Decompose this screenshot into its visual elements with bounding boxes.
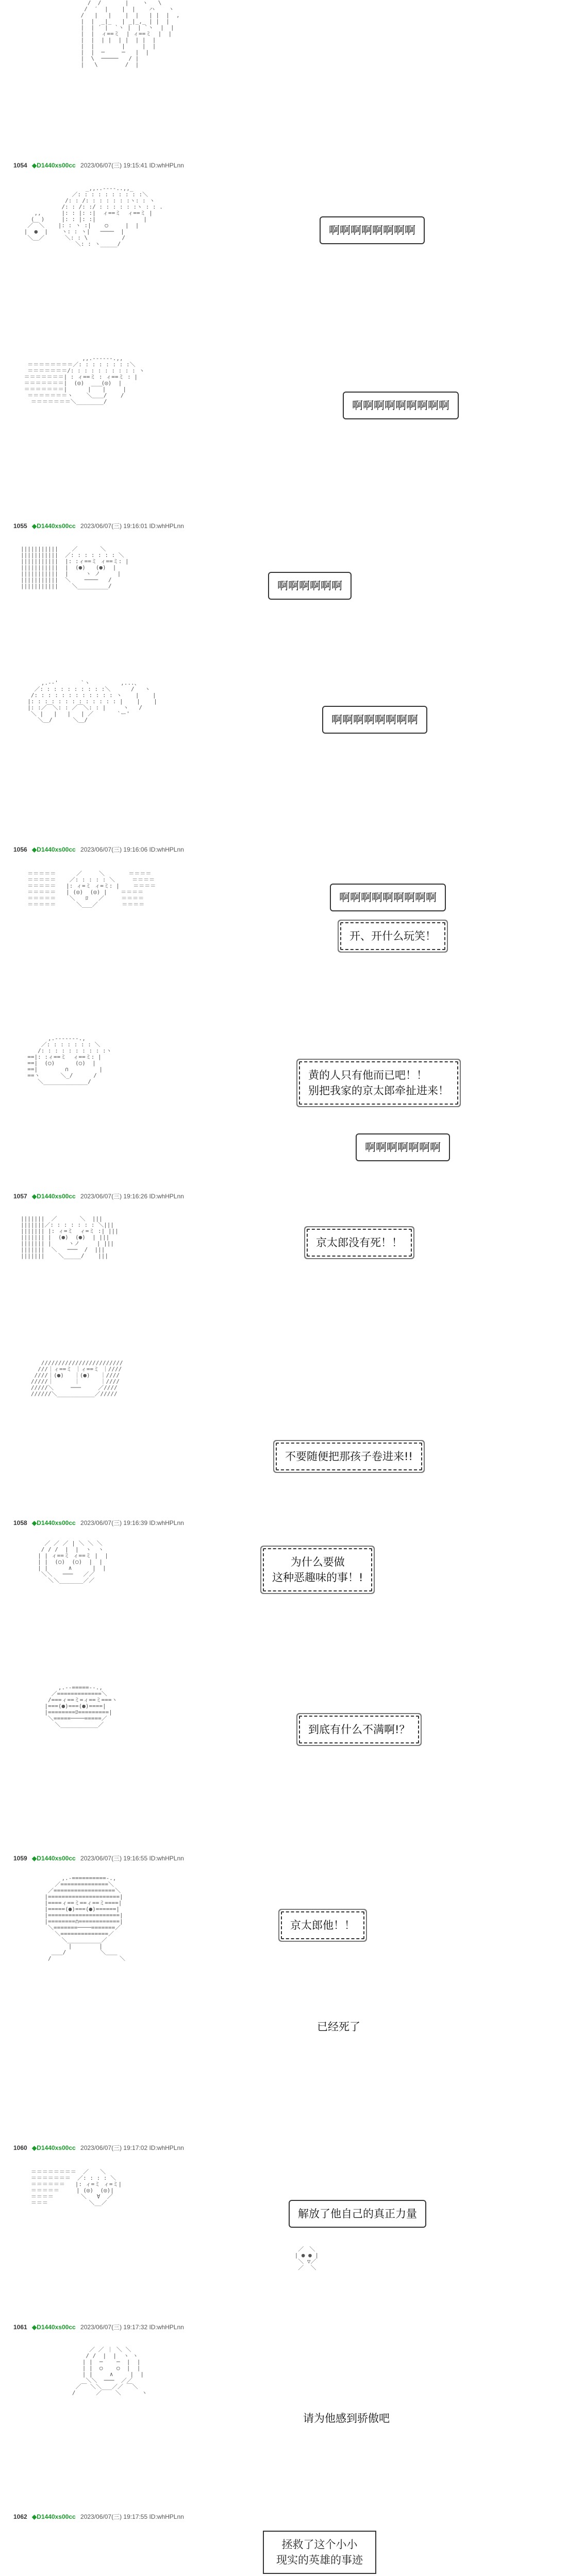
shout-bubble: 为什么要做 这种恶趣味的事！!	[263, 1548, 372, 1591]
post-header	[13, 2512, 184, 2521]
ascii-art-panel: _,,..-‐‐-..,,_ ／: : : : : : : : : :＼ /: : /: : : : : : :ヽ: : ヽ /: : /: :/ : : : : : :ヽ : : . ,, |: : |: :| ィ==ミ ィ==ミ | ( ) |: : |: :| | ／￣＼ |: : ヽ :| ○ | | | ● | ヽ: : ヽ| ──── | ＼＿／ ＼: : \ / ＼: : ヽ_____/	[24, 185, 163, 247]
post-header	[13, 1192, 184, 1200]
shout-bubble: 京太郎他！！	[281, 1911, 364, 1939]
post-meta: 2023/06/07(三) 19:17:02 ID:whHPLnn	[80, 2144, 184, 2151]
ascii-art-panel: ,.-==========-., ／==============＼ ／==================＼ |=====================| |====ィ==ミ==ィ==ミ====| |=====(●)===(●)======| |=====================| |========∩============| ＼=======────=======／ ＼==============／ ＼__________／ | | ＿＿/ ＼＿＿ / ＼	[44, 1875, 126, 1962]
ascii-art-panel: ,.-‐'￣￣￣￣`ヽ ,...、 ／: : : : : : : : : :＼ / ヽ /: : : : : : : : : : : : ヽ | | |: : : : : : : : : : : : : | | | |: :／￣＼: : ／￣＼: : | ヽ / ＼ | | | | ／ `ー' ＼＿/ ＼＿/	[27, 680, 157, 723]
post-header	[13, 2323, 184, 2331]
ascii-art-panel: ＝＝＝＝＝＝＝＝ ／￣￣＼ ＝＝＝＝＝＝＝ ／: : : : ＼ ＝＝＝＝＝＝ |: ィ=ミ ィ=ミ| ＝＝＝＝＝ | (◎) (◎)| ＝＝＝＝ ＼ ∀ ／ ＝＝＝ ＼__／	[30, 2169, 122, 2206]
ascii-art-panel: //////////////////////// ///｜ィ==ミ ｜ィ==ミ ｜//// ////｜(●) ｜(●) ｜//// /////｜ ｜ ｜//// /////＼ ─── ／//// //////＼___________／/////	[30, 1360, 123, 1397]
shout-bubble: 到底有什么不满啊!？	[299, 1716, 419, 1743]
ending-caption: 拯救了这个小小 现实的英雄的事迹	[263, 2531, 376, 2574]
poster-name[interactable]: ◆D1440xs00cc	[32, 522, 76, 530]
speech-bubble: 啊啊啊啊啊啊啊啊啊	[343, 392, 459, 419]
poster-name[interactable]: ◆D1440xs00cc	[32, 2144, 76, 2151]
post-meta: 2023/06/07(三) 19:17:55 ID:whHPLnn	[80, 2513, 184, 2520]
post-meta: 2023/06/07(三) 19:17:32 ID:whHPLnn	[80, 2324, 184, 2331]
post-header	[13, 521, 184, 530]
ascii-art-panel: ,.-‐=====‐-., ／=============＼ /===ィ==ミ=ィ==ミ===ヽ |===(●)===(●)====| |========ﾛ=========| ＼=====────=====／ ＼___________／	[44, 1685, 118, 1728]
ascii-art-panel: ||||||| ／￣￣￣￣＼ ||| |||||||／: : : : : : : ＼||| ||||||| |: ィ=ミ ィ=ミ :| ||| ||||||| | (●) (●) | ||| ||||||| | ヽノ | ||| ||||||| ＼ ─── / ||| ||||||| ＼_____/ |||	[21, 1216, 119, 1259]
poster-name[interactable]: ◆D1440xs00cc	[32, 1193, 76, 1200]
shout-bubble: 不要随便把那孩子卷进来!!	[276, 1443, 422, 1470]
post-number: 1060	[13, 2144, 27, 2151]
post-meta: 2023/06/07(三) 19:15:41 ID:whHPLnn	[80, 162, 184, 169]
post-header	[13, 1854, 184, 1862]
post-meta: 2023/06/07(三) 19:16:26 ID:whHPLnn	[80, 1193, 184, 1200]
post-meta: 2023/06/07(三) 19:16:39 ID:whHPLnn	[80, 1519, 184, 1527]
speech-bubble: 啊啊啊啊啊啊啊啊	[322, 706, 427, 734]
ascii-art-top: / / | ヽ \ / ′ | | | ハ ヽ / | | | | | | | , | | _|_ | _|_,_ | | | | | ´ | `ヽ | | `ヽ | | | | ィ==ミ | ィ==ミ | | | | | | | | | | | | | | | | | | ─ ─ | | | \ ───── / | | \ / |	[80, 0, 180, 68]
speech-bubble: 啊啊啊啊啊啊啊啊啊	[330, 884, 446, 911]
poster-name[interactable]: ◆D1440xs00cc	[32, 2324, 76, 2331]
shout-bubble: 开、开什么玩笑！	[340, 922, 445, 950]
speech-bubble: 啊啊啊啊啊啊	[268, 572, 352, 600]
poster-name[interactable]: ◆D1440xs00cc	[32, 846, 76, 853]
poster-name[interactable]: ◆D1440xs00cc	[32, 2513, 76, 2520]
shout-bubble: 京太郎没有死！！	[307, 1229, 412, 1257]
post-header	[13, 2143, 184, 2152]
ascii-art-panel: ,,.-‐‐‐‐-.,, ＝＝＝＝＝＝＝＝／: : : : : : : :＼ ＝＝＝＝＝＝＝/: : : : : : : : : : ヽ ＝＝＝＝＝＝＝| : ィ==ミ : ィ==ミ : | ＝＝＝＝＝＝＝| (◎) (◎) | ＝＝＝＝＝＝＝| |￣￣| | ＝＝＝＝＝＝＝ヽ ＼＿＿/ / ＝＝＝＝＝＝＝＼________/	[24, 355, 145, 405]
poster-name[interactable]: ◆D1440xs00cc	[32, 1855, 76, 1862]
post-meta: 2023/06/07(三) 19:16:06 ID:whHPLnn	[80, 846, 184, 853]
narration-text: 已经死了	[317, 2021, 360, 2033]
shout-bubble: 黄的人只有他而已吧！！ 别把我家的京太郎牵扯进来！	[299, 1061, 458, 1105]
ascii-art-panel: ／ ／ ｜ ＼ ＼ / / | | ヽ ヽ | | ─ ─ | | | | ○ ○ | | | | ∧ | | ＼＼ ─── ／／ ／￣ ＼＼___／／ ￣＼ / ／ ＼ ヽ	[72, 2347, 147, 2396]
ascii-art-panel: ,.-‐‐‐‐‐-., ／: : : : : : : ＼ /: : : : : : : : : :ヽ ==|: :ィ==ミ ィ==ミ: | ==| (○) (○) | ==| ∩ | ==ヽ ＼_/ / ＼_____________/	[27, 1036, 112, 1085]
poster-name[interactable]: ◆D1440xs00cc	[32, 1519, 76, 1527]
post-number: 1062	[13, 2513, 27, 2520]
speech-bubble: 解放了他自己的真正力量	[289, 2200, 426, 2228]
post-number: 1061	[13, 2324, 27, 2331]
ascii-art-chibi: ／￣＼ | ● ● | ＼ ▽／ ／ ＼	[294, 2246, 319, 2271]
post-header	[13, 845, 184, 854]
ascii-art-panel: ／ ／ ／ | ＼ ＼ ＼ / / / | | ヽ ヽ | | ィ==ミ ィ==ミ | | | | (○) (○) | | | | ∧ | | ＼＼ ─── ／／ ＼＼_______／／	[38, 1540, 108, 1584]
post-number: 1059	[13, 1855, 27, 1862]
post-meta: 2023/06/07(三) 19:16:01 ID:whHPLnn	[80, 522, 184, 530]
ascii-art-panel: ＝＝＝＝＝ ／￣￣￣＼ ＝＝＝＝ ＝＝＝＝＝ ／: : : : : ＼ ＝＝＝＝ ＝＝＝＝＝ |: ィ=ミ ィ=ミ: | ＝＝＝＝ ＝＝＝＝＝ | (◎) (◎) | ＝＝＝＝ ＝＝＝＝＝ ＼ ﾛ ／ ＝＝＝＝ ＝＝＝＝＝ ＼___／ ＝＝＝＝	[27, 871, 156, 908]
narration-text: 请为他感到骄傲吧	[303, 2412, 390, 2425]
post-header	[13, 161, 184, 170]
post-number: 1058	[13, 1519, 27, 1527]
post-number: 1057	[13, 1193, 27, 1200]
post-meta: 2023/06/07(三) 19:16:55 ID:whHPLnn	[80, 1855, 184, 1862]
post-header	[13, 1518, 184, 1527]
poster-name[interactable]: ◆D1440xs00cc	[32, 162, 76, 169]
post-number: 1054	[13, 162, 27, 169]
post-number: 1056	[13, 846, 27, 853]
speech-bubble: 啊啊啊啊啊啊啊啊	[320, 216, 425, 244]
speech-bubble: 啊啊啊啊啊啊啊	[356, 1133, 450, 1161]
post-number: 1055	[13, 522, 27, 530]
ascii-art-panel: ||||||||||| ／￣￣￣￣＼ ||||||||||| ／: : : : : : : ＼ ||||||||||| |: :ィ==ミ ィ==ミ: | ||||||||||| | (●) (●) | ||||||||||| | ヽ ノ | ||||||||||| ＼ ──── / ||||||||||| ＼_________/	[21, 546, 129, 589]
